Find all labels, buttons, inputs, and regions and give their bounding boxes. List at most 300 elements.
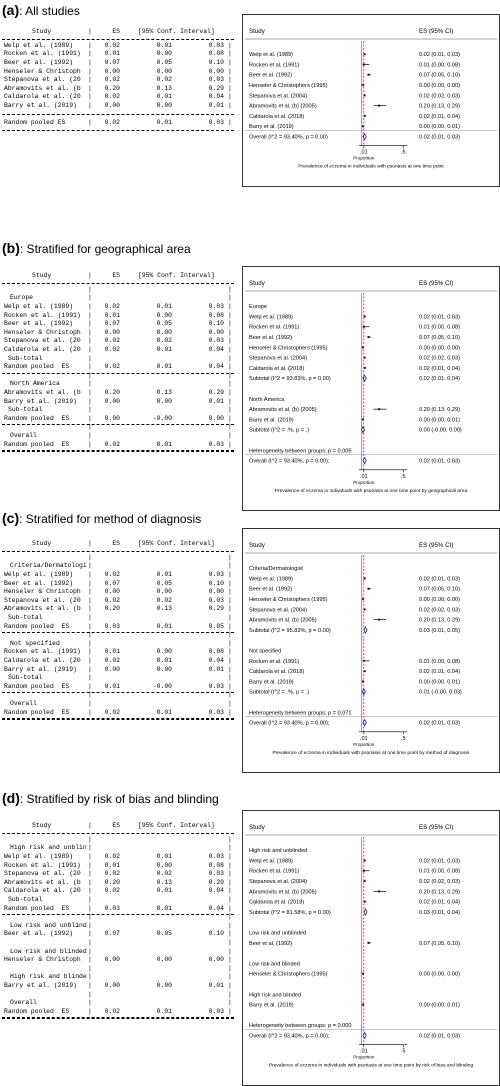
group-row [2, 294, 234, 302]
column-separator: | [88, 380, 92, 388]
forest-header-study: Study [249, 823, 265, 831]
forest-es-text: 0.02 (0.01, 0.04) [418, 113, 460, 120]
ci-lower: 0.00 [156, 50, 172, 58]
forest-es-text: 0.00 (0.00, 0.00) [418, 971, 460, 978]
study-name: Random pooled ES [4, 119, 66, 127]
ci-lower: 0.01 [156, 440, 172, 448]
ci-upper: 0.01 [208, 665, 224, 673]
forest-plot [242, 810, 500, 1086]
column-separator: | [88, 674, 92, 682]
column-separator: | [88, 648, 92, 656]
row-end-separator: | [228, 414, 232, 422]
x-tick-label: .5 [400, 473, 406, 480]
forest-es-text: 0.00 (0.00, 0.01) [418, 417, 460, 424]
ci-lower: 0.01 [156, 363, 172, 371]
ci-upper: 0.00 [208, 67, 224, 75]
table-row [2, 597, 234, 605]
panel-letter: (d) [2, 790, 20, 806]
column-separator: | [88, 622, 92, 630]
table-row [2, 939, 234, 947]
es-value: 0.00 [104, 665, 120, 673]
study-name: Sub-total [8, 354, 43, 362]
study-point [363, 660, 364, 661]
heterogeneity-note: Heterogeneity between groups: p = 0.071 [249, 710, 352, 717]
pooled-row [2, 363, 234, 371]
es-value: 0.02 [104, 1007, 120, 1015]
column-separator: | [88, 639, 92, 647]
forest-row-label: Overall (I^2 = 93.40%, p = 0.00); [249, 458, 330, 465]
column-separator: | [88, 631, 92, 639]
forest-plot-svg [243, 811, 499, 1085]
ci-lower: 0.05 [156, 579, 172, 587]
forest-es-text: 0.07 (0.05, 0.10) [418, 72, 460, 79]
row-end-separator: | [228, 964, 232, 972]
es-value: 0.07 [104, 930, 120, 938]
column-separator: | [88, 938, 92, 946]
ci-lower: 0.05 [156, 58, 172, 66]
study-point [378, 408, 379, 409]
ci-lower: 0.00 [156, 328, 172, 336]
row-end-separator: | [228, 870, 232, 878]
ci-lower: 0.00 [156, 648, 172, 656]
row-end-separator: | [228, 371, 232, 379]
study-name: Random pooled ES [4, 622, 70, 630]
study-name: Stepanova et al. (20 [4, 337, 81, 345]
study-name: Sub-total [8, 406, 43, 414]
study-point [362, 126, 363, 127]
forest-row-label: Caldarola et al. (2018) [249, 669, 305, 676]
column-separator: | [88, 101, 92, 109]
ci-upper: 0.04 [208, 345, 224, 353]
forest-row-label: Rocken et al. (1991) [249, 62, 300, 69]
column-separator: | [88, 371, 92, 379]
study-name: Low risk and blinded [10, 947, 87, 955]
row-end-separator: | [228, 639, 232, 647]
es-value: 0.02 [104, 656, 120, 664]
column-separator: | [88, 76, 92, 84]
row-end-separator: | [228, 101, 232, 109]
forest-es-text: 0.02 (0.02, 0.03) [418, 93, 460, 100]
forest-group-label: Low risk and unblinded [249, 930, 307, 937]
ci-upper: 0.03 [208, 596, 224, 604]
forest-row-label: Welp et al. (1989) [249, 576, 293, 583]
study-name: Random pooled ES [4, 363, 70, 371]
table-row [2, 68, 234, 76]
study-name: Rocken et al. (1991) [4, 311, 81, 319]
study-point [362, 347, 363, 348]
forest-row-label: Henseler & Christophers (1995) [249, 345, 328, 352]
forest-es-text: 0.02 (0.01, 0.04) [418, 669, 460, 676]
forest-es-text: 0.01 (0.00, 0.08) [418, 324, 460, 331]
study-name: Random pooled ES [4, 440, 70, 448]
table-row [2, 76, 234, 84]
forest-group-label: Low risk and blinded [249, 961, 300, 968]
ci-lower: 0.01 [156, 345, 172, 353]
ci-upper: 0.10 [208, 58, 224, 66]
study-point [362, 598, 363, 599]
row-end-separator: | [228, 973, 232, 981]
study-name: Rocken et al. (1991) [4, 861, 81, 869]
forest-row-label: Stepanova et al. (2004) [249, 93, 308, 100]
es-value: 0.03 [104, 904, 120, 912]
x-tick-label: .5 [400, 735, 406, 742]
es-value: 0.20 [104, 605, 120, 613]
forest-group-label: High risk and unblinded [249, 848, 308, 855]
study-name: High risk and blinde [10, 973, 87, 981]
forest-header-es: ES (95% CI) [418, 279, 454, 287]
forest-header-study: Study [249, 27, 265, 35]
ci-upper: 0.01 [208, 981, 224, 989]
group-row [2, 432, 234, 440]
pooled-row [2, 119, 234, 127]
ci-upper: 0.03 [208, 119, 224, 127]
table-row [2, 329, 234, 337]
column-separator: | [88, 397, 92, 405]
forest-header-es: ES (95% CI) [418, 541, 454, 549]
row-end-separator: | [228, 93, 232, 101]
forest-row-label: Beer et al. (1992) [249, 940, 293, 947]
group-row [2, 844, 234, 852]
forest-header-study: Study [249, 541, 265, 549]
column-separator: | [88, 328, 92, 336]
es-value: 0.02 [104, 570, 120, 578]
study-point [364, 609, 365, 610]
header-es: ES [112, 272, 120, 279]
column-separator: | [88, 320, 92, 328]
forest-plot-svg [243, 529, 499, 772]
ci-lower: 0.01 [156, 656, 172, 664]
es-value: 0.01 [104, 682, 120, 690]
column-separator: | [88, 28, 92, 35]
table-row [2, 870, 234, 878]
study-point [368, 588, 369, 589]
es-value: 0.00 [104, 101, 120, 109]
table-top-rule [2, 551, 234, 552]
row-end-separator: | [228, 613, 232, 621]
es-value: 0.20 [104, 878, 120, 886]
header-es: ES [112, 28, 120, 35]
panel-label [2, 240, 191, 256]
ci-upper: 0.00 [208, 328, 224, 336]
forest-plot-svg [243, 267, 499, 510]
column-separator: | [88, 41, 92, 49]
header-study: Study [32, 272, 52, 279]
es-value: 0.00 [104, 981, 120, 989]
forest-row-label: Henseler & Christophers (1995) [249, 83, 328, 90]
row-end-separator: | [228, 878, 232, 886]
column-separator: | [88, 665, 92, 673]
es-value: 0.01 [104, 648, 120, 656]
forest-row-label: Caldarola et al. (2018) [249, 365, 305, 372]
row-end-separator: | [228, 622, 232, 630]
forest-es-text: 0.20 (0.13, 0.29) [418, 617, 460, 624]
row-end-separator: | [228, 406, 232, 414]
column-separator: | [88, 852, 92, 860]
table-row [2, 913, 234, 921]
es-value: 0.20 [104, 388, 120, 396]
header-study: Study [32, 822, 52, 829]
row-end-separator: | [228, 708, 232, 716]
column-separator: | [88, 345, 92, 353]
row-end-separator: | [228, 947, 232, 955]
study-point [364, 53, 365, 54]
panel-label [2, 790, 219, 806]
row-end-separator: | [228, 981, 232, 989]
study-name: Abramovits et al. (b [4, 878, 81, 886]
column-separator: | [88, 887, 92, 895]
table-row [2, 423, 234, 431]
row-end-separator: | [228, 328, 232, 336]
table-row [2, 991, 234, 999]
row-end-separator: | [228, 363, 232, 371]
study-name: Sub-total [8, 613, 43, 621]
x-tick-label: .01 [359, 1048, 368, 1055]
forest-row-label: Rocken et al. (1991) [249, 868, 300, 875]
study-name: Low risk and unblind [10, 921, 87, 929]
forest-row-label: Henseler & Christophers (1995) [249, 971, 328, 978]
row-end-separator: | [228, 562, 232, 570]
forest-row-label: Subtotal (I^2 = 93.83%, p = 0.00) [249, 376, 331, 383]
table-header [2, 28, 234, 36]
study-name: Overall [10, 699, 37, 707]
column-separator: | [88, 990, 92, 998]
row-end-separator: | [228, 852, 232, 860]
forest-row-label: Henseler & Christophers (1995) [249, 597, 328, 604]
forest-row-label: Beer et al. (1992) [249, 586, 293, 593]
row-end-separator: | [228, 956, 232, 964]
panel-label [2, 510, 201, 526]
column-separator: | [88, 904, 92, 912]
forest-header-study: Study [249, 279, 265, 287]
row-end-separator: | [228, 320, 232, 328]
pooled-row [2, 623, 234, 631]
column-separator: | [88, 431, 92, 439]
column-separator: | [88, 973, 92, 981]
table-row [2, 862, 234, 870]
row-end-separator: | [228, 380, 232, 388]
x-tick-label: .01 [359, 473, 368, 480]
ci-lower: 0.05 [156, 320, 172, 328]
row-end-separator: | [228, 311, 232, 319]
ci-upper: 0.00 [208, 588, 224, 596]
forest-row-label: Barry et al. (2019) [249, 679, 294, 686]
es-value: 0.02 [104, 76, 120, 84]
column-separator: | [88, 570, 92, 578]
row-end-separator: | [228, 119, 232, 127]
row-end-separator: | [228, 861, 232, 869]
es-value: 0.03 [104, 622, 120, 630]
row-end-separator: | [228, 674, 232, 682]
ci-lower: 0.00 [156, 588, 172, 596]
group-row [2, 640, 234, 648]
column-separator: | [88, 930, 92, 938]
forest-plot [242, 14, 500, 187]
study-name: Welp et al. (1989) [4, 41, 74, 49]
forest-es-text: 0.02 (0.01, 0.04) [418, 365, 460, 372]
column-separator: | [88, 835, 92, 843]
ci-lower: 0.00 [156, 981, 172, 989]
row-end-separator: | [228, 921, 232, 929]
ci-lower: 0.01 [156, 904, 172, 912]
row-end-separator: | [228, 605, 232, 613]
ci-lower: 0.01 [156, 852, 172, 860]
study-point [368, 74, 369, 75]
ci-lower: 0.00 [156, 397, 172, 405]
row-end-separator: | [228, 440, 232, 448]
forest-row-label: Subtotal (I^2 = 81.58%, p = 0.00) [249, 909, 331, 916]
row-end-separator: | [228, 58, 232, 66]
study-name: Criteria/Dermatologi [10, 562, 87, 570]
study-point [364, 357, 365, 358]
panel-title: : Stratified for geographical area [19, 242, 191, 256]
forest-group-label: High risk and blinded [249, 992, 302, 999]
column-separator: | [88, 440, 92, 448]
row-end-separator: | [228, 388, 232, 396]
study-name: Caldarola et al. (20 [4, 345, 81, 353]
panel-title: : All studies [19, 4, 80, 18]
forest-group-label: Europe [249, 304, 268, 311]
es-value: 0.02 [104, 440, 120, 448]
ci-lower: 0.13 [156, 388, 172, 396]
study-point [364, 860, 365, 861]
es-value: 0.02 [104, 119, 120, 127]
group-row [2, 700, 234, 708]
column-separator: | [88, 540, 92, 547]
ci-lower: 0.02 [156, 76, 172, 84]
study-name: Stepanova et al. (20 [4, 596, 81, 604]
forest-row-label: Barry et al. (2019) [249, 417, 294, 424]
column-separator: | [88, 1007, 92, 1015]
study-name: Abramovits et al. (b [4, 84, 81, 92]
column-separator: | [88, 656, 92, 664]
forest-es-text: 0.00 (0.00, 0.01) [418, 124, 460, 131]
table-row [2, 59, 234, 67]
column-separator: | [88, 844, 92, 852]
study-name: North America [10, 380, 60, 388]
ci-upper: 0.00 [208, 414, 224, 422]
ci-upper: 0.03 [208, 41, 224, 49]
row-end-separator: | [228, 345, 232, 353]
panel-title: : Stratified for method of diagnosis [19, 512, 202, 526]
column-separator: | [88, 294, 92, 302]
study-name: Stepanova et al. (20 [4, 76, 81, 84]
ci-upper: 0.29 [208, 605, 224, 613]
ci-lower: 0.02 [156, 337, 172, 345]
column-separator: | [88, 423, 92, 431]
group-row [2, 999, 234, 1007]
table-row [2, 956, 234, 964]
ci-upper: 0.01 [208, 101, 224, 109]
forest-es-text: 0.03 (0.01, 0.04) [418, 909, 460, 916]
table-row [2, 982, 234, 990]
row-end-separator: | [228, 938, 232, 946]
table-top-rule [2, 833, 234, 834]
study-point [362, 84, 363, 85]
forest-group-label: Criteria/Dermatologist [249, 566, 303, 573]
column-separator: | [88, 337, 92, 345]
study-point [368, 942, 369, 943]
ci-upper: 0.29 [208, 388, 224, 396]
study-name: Random pooled ES [4, 414, 70, 422]
column-separator: | [88, 388, 92, 396]
ci-upper: 0.04 [208, 887, 224, 895]
table-row [2, 346, 234, 354]
header-study: Study [32, 28, 52, 35]
forest-es-text: 0.02 (0.02, 0.03) [418, 355, 460, 362]
column-separator: | [88, 354, 92, 362]
header-es: ES [112, 822, 120, 829]
header-es: ES [112, 540, 120, 547]
study-name: Barry et al. (2019) [4, 665, 77, 673]
pooled-row [2, 905, 234, 913]
table-row [2, 337, 234, 345]
column-separator: | [88, 956, 92, 964]
column-separator: | [88, 50, 92, 58]
ci-upper: 0.03 [208, 337, 224, 345]
study-point [364, 367, 365, 368]
row-end-separator: | [228, 665, 232, 673]
es-value: 0.02 [104, 708, 120, 716]
x-tick-sublabel: Proportion [353, 1054, 375, 1060]
column-separator: | [88, 58, 92, 66]
study-point [362, 681, 363, 682]
table-row [2, 691, 234, 699]
table-bottom-rule [2, 130, 234, 131]
ci-upper: 0.01 [208, 397, 224, 405]
header-ci: [95% Conf. Interval] [138, 822, 215, 829]
forest-row-label: Welp et al. (1989) [249, 52, 293, 59]
table-row [2, 303, 234, 311]
ci-lower: 0.01 [156, 622, 172, 630]
study-name: High risk and unblin [10, 844, 87, 852]
row-end-separator: | [228, 631, 232, 639]
x-tick-sublabel: Proportion [353, 741, 375, 747]
table-top-rule [2, 283, 234, 284]
heterogeneity-note: Heterogeneity between groups: p = 0.005 [249, 448, 352, 455]
ci-lower: 0.00 [156, 665, 172, 673]
forest-plot [242, 528, 500, 773]
es-value: 0.00 [104, 414, 120, 422]
study-point [364, 316, 365, 317]
table-row [2, 312, 234, 320]
forest-es-text: 0.07 (0.05, 0.10) [418, 940, 460, 947]
row-end-separator: | [228, 397, 232, 405]
study-name: Welp et al. (1989) [4, 570, 74, 578]
study-name: Caldarola et al. (20 [4, 656, 81, 664]
forest-es-text: 0.02 (0.02, 0.03) [418, 607, 460, 614]
study-name: Not specified [10, 639, 60, 647]
es-value: 0.02 [104, 345, 120, 353]
table-row [2, 887, 234, 895]
ci-upper: 0.00 [208, 956, 224, 964]
forest-es-text: 0.01 (0.00, 0.08) [418, 62, 460, 69]
row-end-separator: | [228, 285, 232, 293]
forest-es-text: 0.00 (0.00, 0.01) [418, 1002, 460, 1009]
table-row [2, 554, 234, 562]
study-name: Barry et al. (2019) [4, 397, 77, 405]
column-separator: | [88, 913, 92, 921]
forest-row-label: Rocken et al. (1991) [249, 324, 300, 331]
column-separator: | [88, 67, 92, 75]
study-name: Rocken et al. (1991) [4, 50, 81, 58]
study-point [364, 880, 365, 881]
es-value: 0.02 [104, 363, 120, 371]
study-name: Rocken et al. (1991) [4, 648, 81, 656]
x-axis-label: Prevalence of eczema in individuals with psoriasis at one time point by method of diagnosis [272, 750, 470, 756]
row-end-separator: | [228, 67, 232, 75]
table-row [2, 406, 234, 414]
forest-row-label: Stepanova et al. (2004) [249, 355, 308, 362]
